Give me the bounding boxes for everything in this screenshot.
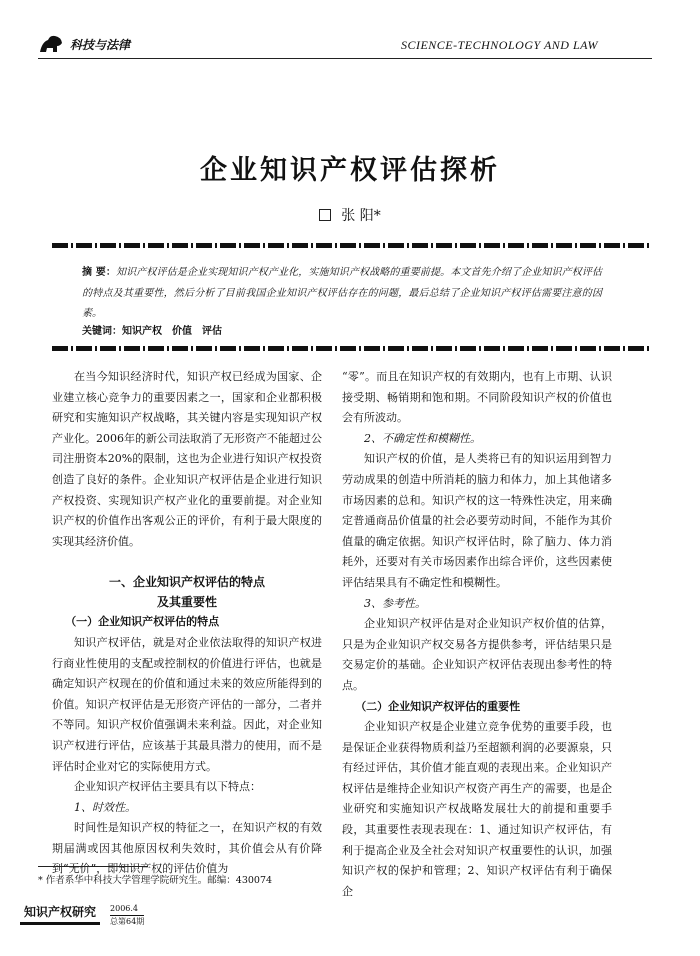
issue-info — [110, 903, 144, 928]
issue-total: 总第64期 — [110, 917, 145, 926]
paragraph: 知识产权评估，就是对企业依法取得的知识产权进行商业性使用的支配或控制权的价值进行评估，也就是确定知识产权现在的价值和通过未来的效应所能得到的价值。知识产权评估是无形资产评估的一部分，二者并不等同。知识产权价值强调未来利益。因此，对企业知识产权进行评估，应该基于其最具潜力的使用，而不是评估时企业对它的实际使用方式。 — [52, 635, 322, 773]
section-tag: 科技与法律 — [70, 37, 131, 52]
right-column — [342, 367, 612, 902]
abstract-top-rule — [52, 243, 652, 248]
header-divider — [38, 58, 652, 59]
author-line — [0, 205, 700, 225]
section-title-en: SCIENCE-TECHNOLOGY AND LAW — [400, 38, 598, 52]
paragraph: 在当今知识经济时代，知识产权已经成为国家、企业建立核心竞争力的重要因素之一，国家和企业都积极研究和实施知识产权战略，其关键内容是实现知识产权产业化。2006年的新公司法取消了无形资产不能超过公司注册资本20%的限制，这也为企业进行知识产权投资创造了良好的条件。企业知识产权评估是企业进行知识产权投资、实现知识产权产业化的重要前提。对企业知识产权的价值作出客观公正的评价，有利于最大限度的实现其经济价值。 — [52, 370, 322, 548]
paragraph: 企业知识产权是企业建立竞争优势的重要手段，也是保证企业获得物质利益乃至超额利润的必要源泉，只有经过评估，其价值才能直观的表现出来。企业知识产权评估是维持企业知识产权资产再生产的需要，也是企业研究和实施知识产权战略发展壮大的前提和重要手段，其重要性表现表现在：1、通过知识产权评估，有利于提高企业及全社会对知识产权重要性的认识，加强知识产权的保护和管理；2、知识产权评估有利于确保企 — [342, 720, 612, 898]
abstract-label: 摘 要： — [82, 267, 116, 278]
author-name: 张 阳* — [341, 208, 381, 224]
journal-name: 知识产权研究 — [20, 903, 100, 925]
keywords-label: 关键词： — [82, 326, 122, 337]
paragraph: “零”。而且在知识产权的有效期内，也有上市期、认识接受期、畅销期和饱和期。不同阶段知识产权的价值也会有所波动。 — [342, 370, 612, 425]
paragraph: 时间性是知识产权的特征之一，在知识产权的有效期届满或因其他原因权利失效时，其价值会从有价降到“无价”，即知识产权的评估价值为 — [52, 821, 322, 876]
point-heading: 3、参考性。 — [364, 596, 426, 610]
article-title: 企业知识产权评估探析 — [200, 155, 500, 186]
paragraph: 知识产权的价值，是人类将已有的知识运用到智力劳动成果的创造中所消耗的脑力和体力，加上其他诸多市场因素的总和。知识产权的这一特殊性决定，用来确定普通商品价值量的社会必要劳动时间，不能作为其价值量的确定依据。知识产权评估时，除了脑力、体力消耗外，还要对有关市场因素作出综合评价，这些因素使评估结果具有不确定性和模糊性。 — [342, 452, 612, 589]
subsection-heading: （一）企业知识产权评估的特点 — [65, 615, 220, 629]
paragraph: 企业知识产权评估是对企业知识产权价值的估算，只是为企业知识产权交易各方提供参考，评估结果只是交易定价的基础。企业知识产权评估表现出参考性的特点。 — [342, 617, 612, 692]
paragraph: 企业知识产权评估主要具有以下特点： — [74, 780, 261, 794]
keywords — [82, 322, 222, 337]
author-box-icon — [319, 209, 331, 221]
section-heading: 一、企业知识产权评估的特点 — [108, 575, 265, 590]
footnote: * 作者系华中科技大学管理学院研究生。邮编：430074 — [38, 875, 273, 886]
point-heading: 2、不确定性和模糊性。 — [364, 431, 481, 445]
section-header — [38, 32, 130, 56]
point-heading: 1、时效性。 — [74, 800, 136, 814]
logo-icon — [38, 34, 64, 54]
keywords-text: 知识产权 价值 评估 — [122, 326, 222, 337]
abstract — [82, 263, 602, 325]
abstract-bottom-rule — [52, 346, 652, 351]
left-column — [52, 367, 322, 880]
issue-year: 2006.4 — [110, 903, 144, 916]
section-heading-cont: 及其重要性 — [156, 595, 217, 610]
footnote-divider — [38, 866, 148, 867]
page-footer — [20, 903, 144, 928]
subsection-heading: （二）企业知识产权评估的重要性 — [355, 699, 521, 713]
abstract-text: 知识产权评估是企业实现知识产权产业化，实施知识产权战略的重要前提。本文首先介绍了企业知识产权评估的特点及其重要性，然后分析了目前我国企业知识产权评估存在的问题，最后总结了企业知识产权评估需要注意的因素。 — [82, 267, 603, 319]
